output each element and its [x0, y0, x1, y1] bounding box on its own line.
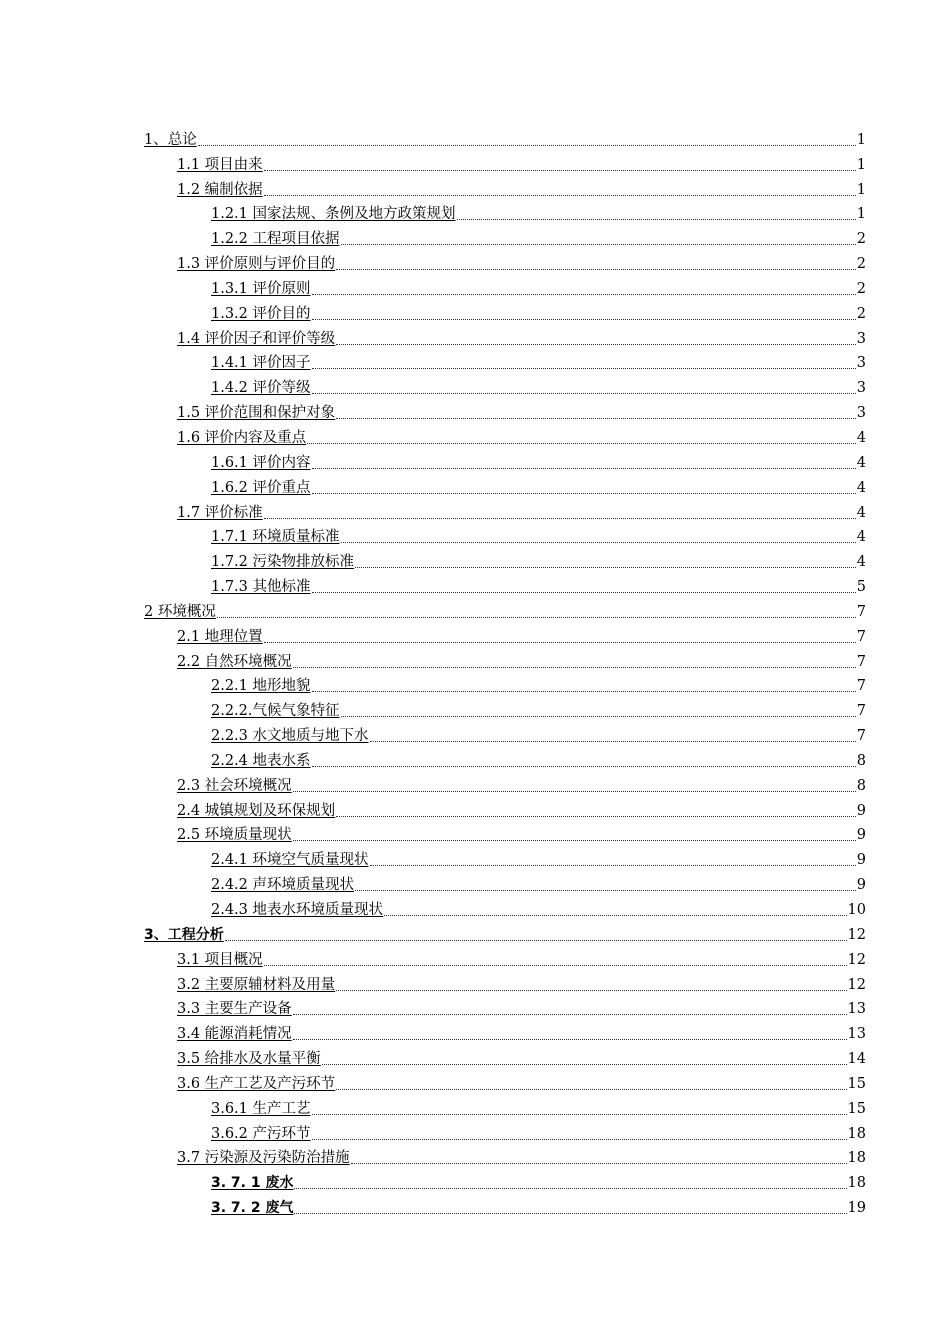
toc-dot-leader: [336, 816, 856, 817]
toc-page-number: 3: [856, 380, 866, 397]
toc-entry[interactable]: [0, 546, 950, 571]
toc-entry-line: [211, 355, 866, 372]
toc-entry-title-link[interactable]: 1.4.2 评价等级: [211, 380, 311, 397]
toc-entry-title-link[interactable]: 1.6.1 评价内容: [211, 454, 311, 471]
toc-entry[interactable]: [0, 447, 950, 472]
toc-entry[interactable]: [0, 596, 950, 621]
table-of-contents: [0, 124, 950, 1217]
toc-entry[interactable]: [0, 994, 950, 1019]
toc-entry[interactable]: [0, 745, 950, 770]
toc-entry[interactable]: [0, 646, 950, 671]
toc-page-number: 18: [847, 1125, 866, 1142]
toc-entry-title-link[interactable]: 1.4.1 评价因子: [211, 355, 311, 372]
toc-entry-line: [177, 654, 866, 671]
toc-entry[interactable]: [0, 348, 950, 373]
toc-page-number: 2: [856, 305, 866, 322]
toc-page-number: 2: [856, 231, 866, 248]
toc-page-number: 18: [847, 1150, 866, 1167]
toc-entry[interactable]: [0, 671, 950, 696]
toc-entry-title-link[interactable]: 2.5 环境质量现状: [177, 827, 292, 844]
toc-entry-title-link[interactable]: 3. 7. 2 废气: [211, 1200, 294, 1217]
toc-page-number: 8: [856, 752, 866, 769]
toc-entry-title-link[interactable]: 1.5 评价范围和保护对象: [177, 405, 336, 422]
toc-entry-line: [211, 529, 866, 546]
toc-entry[interactable]: [0, 795, 950, 820]
toc-entry-line: [211, 455, 866, 472]
toc-entry[interactable]: [0, 571, 950, 596]
toc-dot-leader: [312, 1139, 847, 1140]
toc-dot-leader: [336, 418, 856, 419]
toc-dot-leader: [264, 170, 856, 171]
toc-entry-line: [211, 380, 866, 397]
toc-dot-leader: [294, 1188, 846, 1189]
toc-dot-leader: [341, 244, 856, 245]
toc-entry-line: [211, 1200, 866, 1217]
toc-entry-line: [211, 1101, 866, 1118]
toc-entry[interactable]: [0, 919, 950, 944]
toc-entry-line: [211, 703, 866, 720]
toc-entry[interactable]: [0, 149, 950, 174]
toc-entry-line: [211, 902, 866, 919]
toc-dot-leader: [293, 667, 856, 668]
toc-dot-leader: [312, 393, 856, 394]
toc-entry-line: [177, 778, 866, 795]
toc-entry-title-link[interactable]: 3.6.2 产污环节: [211, 1125, 311, 1142]
toc-entry-line: [177, 1150, 866, 1167]
toc-entry-line: [177, 1051, 866, 1068]
toc-entry-title-link[interactable]: 1、总论: [144, 131, 197, 148]
toc-dot-leader: [351, 1163, 847, 1164]
toc-entry[interactable]: [0, 695, 950, 720]
toc-entry-line: [177, 505, 866, 522]
toc-entry[interactable]: [0, 298, 950, 323]
toc-page-number: 14: [847, 1051, 866, 1068]
toc-entry[interactable]: [0, 174, 950, 199]
toc-dot-leader: [293, 1039, 847, 1040]
toc-dot-leader: [312, 766, 856, 767]
toc-entry-line: [211, 306, 866, 323]
toc-entry-line: [211, 678, 866, 695]
toc-entry-line: [177, 405, 866, 422]
toc-entry[interactable]: [0, 199, 950, 224]
toc-page-number: 1: [856, 156, 866, 173]
toc-page-number: 9: [856, 852, 866, 869]
toc-dot-leader: [312, 1114, 847, 1115]
toc-entry-line: [177, 1076, 866, 1093]
toc-dot-leader: [264, 965, 847, 966]
toc-dot-leader: [370, 741, 856, 742]
toc-entry[interactable]: [0, 248, 950, 273]
toc-page-number: 9: [856, 802, 866, 819]
toc-dot-leader: [264, 642, 856, 643]
toc-page-number: 4: [856, 504, 866, 521]
toc-entry-line: [144, 927, 866, 944]
toc-entry-line: [177, 827, 866, 844]
toc-entry-line: [177, 157, 866, 174]
toc-entry[interactable]: [0, 1043, 950, 1068]
toc-page-number: 15: [847, 1075, 866, 1092]
toc-page-number: 19: [847, 1200, 866, 1217]
toc-dot-leader: [336, 269, 856, 270]
toc-entry[interactable]: [0, 397, 950, 422]
toc-page-number: 7: [856, 653, 866, 670]
toc-page-number: 13: [847, 1001, 866, 1018]
toc-entry-line: [177, 331, 866, 348]
toc-entry[interactable]: [0, 1018, 950, 1043]
toc-entry[interactable]: [0, 124, 950, 149]
toc-entry[interactable]: [0, 372, 950, 397]
toc-entry[interactable]: [0, 472, 950, 497]
toc-entry-line: [211, 753, 866, 770]
toc-page-number: 1: [856, 131, 866, 148]
toc-entry-title-link[interactable]: 1.3 评价原则与评价目的: [177, 256, 336, 273]
toc-page-number: 4: [856, 479, 866, 496]
toc-page-number: 3: [856, 330, 866, 347]
toc-page-number: 7: [856, 703, 866, 720]
toc-entry[interactable]: [0, 1118, 950, 1143]
toc-page-number: 5: [856, 579, 866, 596]
toc-dot-leader: [457, 219, 856, 220]
toc-entry-title-link[interactable]: 1.7 评价标准: [177, 504, 263, 521]
toc-page-number: 7: [856, 678, 866, 695]
toc-entry-line: [211, 579, 866, 596]
toc-entry-line: [177, 952, 866, 969]
toc-dot-leader: [355, 890, 856, 891]
toc-entry-title-link[interactable]: 3. 7. 1 废水: [211, 1175, 294, 1192]
toc-dot-leader: [312, 592, 856, 593]
toc-dot-leader: [384, 915, 847, 916]
toc-entry[interactable]: [0, 1167, 950, 1192]
toc-entry[interactable]: [0, 1093, 950, 1118]
toc-dot-leader: [293, 791, 856, 792]
toc-entry[interactable]: [0, 869, 950, 894]
toc-entry-title-link[interactable]: 2.2.1 地形地貌: [211, 678, 311, 695]
toc-entry[interactable]: [0, 894, 950, 919]
toc-page-number: 9: [856, 827, 866, 844]
toc-dot-leader: [293, 1014, 847, 1015]
toc-entry-title-link[interactable]: 1.7.3 其他标准: [211, 579, 311, 596]
toc-entry-line: [177, 1001, 866, 1018]
toc-dot-leader: [198, 145, 856, 146]
toc-entry-title-link[interactable]: 3.6.1 生产工艺: [211, 1100, 311, 1117]
toc-page-number: 12: [847, 976, 866, 993]
toc-entry-line: [177, 256, 866, 273]
toc-entry-line: [211, 877, 866, 894]
toc-entry-title-link[interactable]: 1.6 评价内容及重点: [177, 429, 307, 446]
toc-page-number: 13: [847, 1026, 866, 1043]
toc-entry-title-link[interactable]: 2.2.3 水文地质与地下水: [211, 728, 369, 745]
toc-entry-title-link[interactable]: 1.3.2 评价目的: [211, 305, 311, 322]
toc-entry[interactable]: [0, 1068, 950, 1093]
toc-entry-title-link[interactable]: 2 环境概况: [144, 603, 216, 620]
toc-entry-title-link[interactable]: 2.4.1 环境空气质量现状: [211, 852, 369, 869]
toc-page-number: 15: [847, 1100, 866, 1117]
toc-entry-title-link[interactable]: 2.3 社会环境概况: [177, 777, 292, 794]
toc-entry-title-link[interactable]: 3.5 给排水及水量平衡: [177, 1051, 321, 1068]
toc-dot-leader: [336, 990, 846, 991]
toc-page-number: 8: [856, 777, 866, 794]
toc-entry-title-link[interactable]: 1.1 项目由来: [177, 156, 263, 173]
toc-entry-title-link[interactable]: 1.6.2 评价重点: [211, 479, 311, 496]
toc-dot-leader: [336, 1089, 846, 1090]
toc-entry-title-link[interactable]: 3.2 主要原辅材料及用量: [177, 976, 336, 993]
toc-entry-line: [211, 728, 866, 745]
toc-dot-leader: [307, 443, 856, 444]
toc-entry-title-link[interactable]: 1.2 编制依据: [177, 181, 263, 198]
toc-entry[interactable]: [0, 720, 950, 745]
toc-entry[interactable]: [0, 497, 950, 522]
toc-entry[interactable]: [0, 770, 950, 795]
toc-entry[interactable]: [0, 522, 950, 547]
toc-entry[interactable]: [0, 844, 950, 869]
toc-entry-title-link[interactable]: 2.4 城镇规划及环保规划: [177, 802, 336, 819]
toc-entry-line: [211, 231, 866, 248]
toc-dot-leader: [312, 493, 856, 494]
toc-page-number: 9: [856, 877, 866, 894]
toc-page-number: 7: [856, 628, 866, 645]
toc-page-number: 12: [847, 951, 866, 968]
toc-page-number: 1: [856, 181, 866, 198]
toc-entry-title-link[interactable]: 2.2.2.气候气象特征: [211, 703, 340, 720]
toc-page-number: 4: [856, 554, 866, 571]
toc-entry-title-link[interactable]: 1.2.1 国家法规、条例及地方政策规划: [211, 206, 456, 223]
toc-dot-leader: [336, 344, 856, 345]
toc-entry-title-link[interactable]: 2.2 自然环境概况: [177, 653, 292, 670]
toc-dot-leader: [355, 567, 856, 568]
toc-entry-line: [177, 430, 866, 447]
toc-dot-leader: [225, 940, 847, 941]
toc-entry[interactable]: [0, 323, 950, 348]
toc-entry-line: [211, 281, 866, 298]
toc-page-number: 4: [856, 429, 866, 446]
toc-entry[interactable]: [0, 1192, 950, 1217]
toc-dot-leader: [341, 542, 856, 543]
toc-entry-line: [177, 629, 866, 646]
toc-entry[interactable]: [0, 422, 950, 447]
toc-entry-line: [177, 1026, 866, 1043]
toc-page-number: 7: [856, 603, 866, 620]
toc-dot-leader: [322, 1064, 847, 1065]
toc-dot-leader: [293, 840, 856, 841]
toc-entry-line: [211, 206, 866, 223]
toc-entry[interactable]: [0, 223, 950, 248]
toc-entry-title-link[interactable]: 2.4.3 地表水环境质量现状: [211, 902, 384, 918]
toc-entry-line: [211, 1126, 866, 1143]
toc-entry-title-link[interactable]: 1.2.2 工程项目依据: [211, 231, 340, 248]
toc-entry-title-link[interactable]: 2.2.4 地表水系: [211, 752, 311, 769]
toc-dot-leader: [312, 368, 856, 369]
toc-entry[interactable]: [0, 1143, 950, 1168]
toc-page-number: 7: [856, 728, 866, 745]
toc-dot-leader: [264, 195, 856, 196]
toc-page-number: 3: [856, 405, 866, 422]
toc-entry-title-link[interactable]: 3.7 污染源及污染防治措施: [177, 1150, 350, 1167]
toc-entry-line: [211, 480, 866, 497]
toc-dot-leader: [294, 1213, 846, 1214]
toc-entry-line: [211, 554, 866, 571]
toc-entry[interactable]: [0, 621, 950, 646]
toc-entry-title-link[interactable]: 3.4 能源消耗情况: [177, 1026, 292, 1043]
toc-page-number: 3: [856, 355, 866, 372]
toc-entry-title-link[interactable]: 1.7.2 污染物排放标准: [211, 554, 355, 571]
toc-dot-leader: [370, 865, 856, 866]
toc-entry-title-link[interactable]: 1.3.1 评价原则: [211, 280, 311, 297]
toc-dot-leader: [264, 518, 856, 519]
toc-page-number: 12: [847, 926, 866, 943]
toc-entry-title-link[interactable]: 1.4 评价因子和评价等级: [177, 330, 336, 347]
toc-page-number: 1: [856, 206, 866, 223]
toc-dot-leader: [312, 294, 856, 295]
toc-page-number: 4: [856, 529, 866, 546]
toc-entry[interactable]: [0, 969, 950, 994]
toc-page-number: 2: [856, 256, 866, 273]
toc-page-number: 10: [847, 902, 866, 918]
toc-entry-title-link[interactable]: 3.3 主要生产设备: [177, 1001, 292, 1018]
toc-entry-line: [211, 852, 866, 869]
toc-entry-line: [144, 132, 866, 149]
toc-dot-leader: [312, 319, 856, 320]
toc-entry-title-link[interactable]: 3.6 生产工艺及产污环节: [177, 1075, 336, 1092]
toc-dot-leader: [217, 617, 856, 618]
toc-entry-line: [177, 803, 866, 820]
toc-page-number: 2: [856, 280, 866, 297]
toc-entry-title-link[interactable]: 2.4.2 声环境质量现状: [211, 877, 355, 894]
toc-entry-title-link[interactable]: 1.7.1 环境质量标准: [211, 529, 340, 546]
toc-dot-leader: [341, 716, 856, 717]
toc-entry-line: [144, 604, 866, 621]
toc-entry-line: [177, 977, 866, 994]
toc-entry-title-link[interactable]: 3、工程分析: [144, 926, 224, 943]
toc-dot-leader: [312, 468, 856, 469]
toc-entry-line: [177, 182, 866, 199]
toc-entry[interactable]: [0, 820, 950, 845]
toc-entry[interactable]: [0, 273, 950, 298]
toc-entry-title-link[interactable]: 3.1 项目概况: [177, 951, 263, 968]
toc-page-number: 18: [847, 1175, 866, 1192]
toc-page-number: 4: [856, 454, 866, 471]
toc-entry-title-link[interactable]: 2.1 地理位置: [177, 628, 263, 645]
toc-entry-line: [211, 1175, 866, 1192]
toc-entry[interactable]: [0, 944, 950, 969]
toc-dot-leader: [312, 691, 856, 692]
